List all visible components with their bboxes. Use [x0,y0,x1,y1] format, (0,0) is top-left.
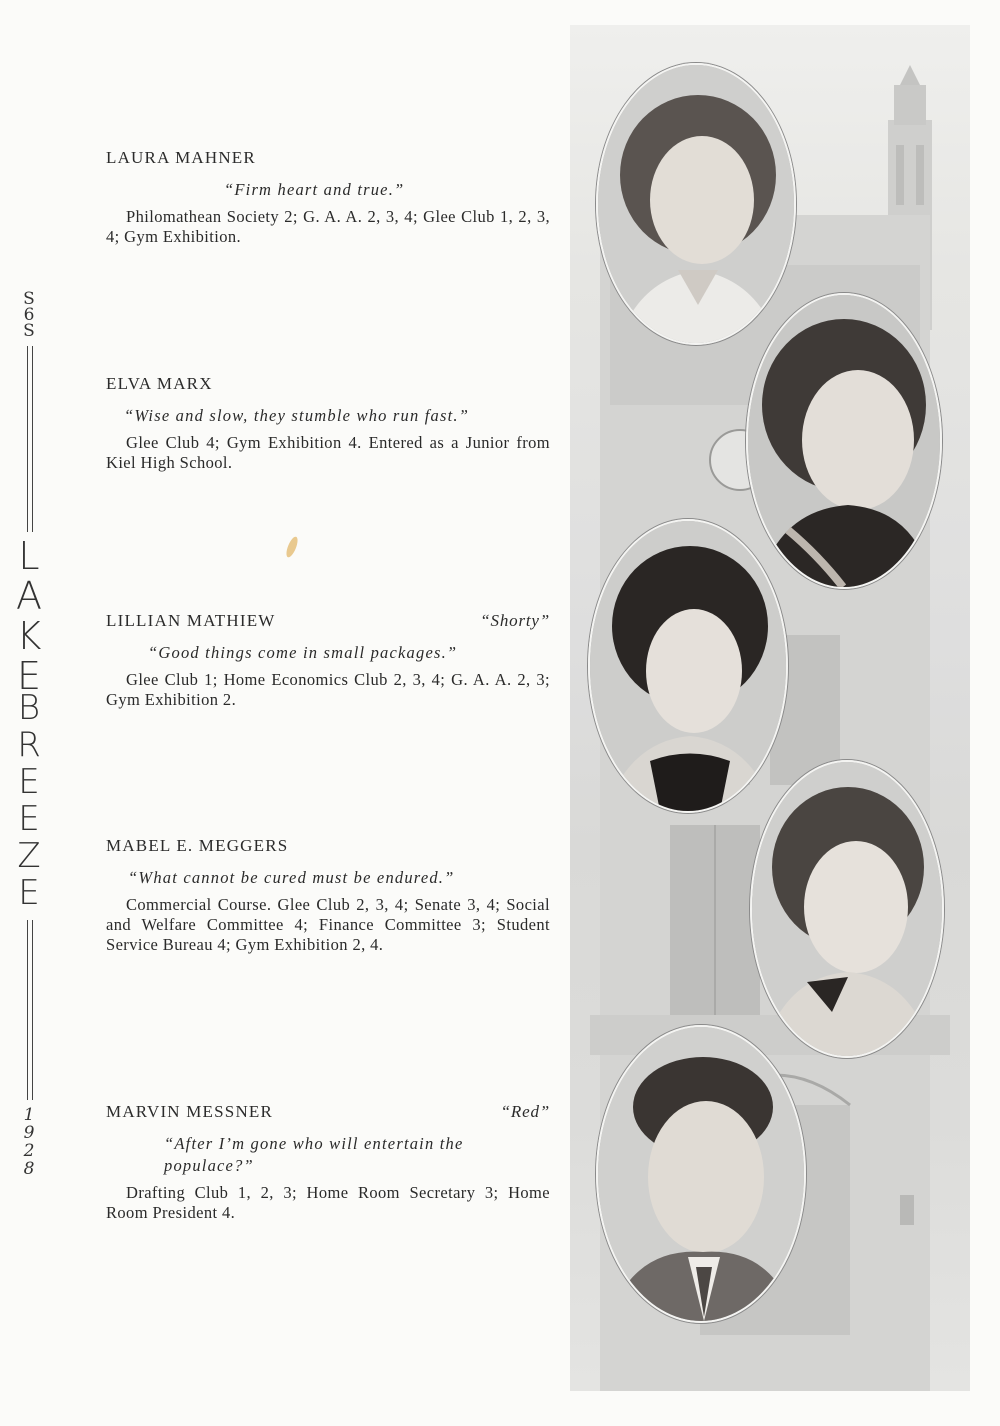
title-letter: R [17,725,41,765]
year-digit: 9 [23,1123,35,1143]
student-motto: “After I’m gone who will entertain the populace?” [164,1134,464,1175]
year-digit: 1 [23,1105,35,1125]
title-letter: K [16,614,42,658]
student-entry-mabel-meggers [106,836,550,955]
photo-panel [570,25,970,1391]
title-letter: E [16,654,41,698]
student-name: LAURA MAHNER [106,148,256,167]
student-motto: “Good things come in small packages.” [148,643,458,662]
student-name: MARVIN MESSNER [106,1102,274,1121]
student-entry-laura-mahner [106,148,550,247]
margin-title-word-1 [14,536,44,696]
student-motto: “What cannot be cured must be endured.” [128,868,455,887]
student-activities: Glee Club 4; Gym Exhibition 4. Entered as a Junior from Kiel High School. [106,433,550,472]
portrait-illustration [598,1027,804,1321]
year-digit: 8 [23,1159,35,1179]
student-name: MABEL E. MEGGERS [106,836,289,855]
margin-rule-top [27,346,33,532]
student-entry-lillian-mathiew [106,611,550,710]
portrait-illustration [748,295,940,587]
student-entry-elva-marx [106,374,550,473]
name-row [106,1102,550,1122]
name-row [106,148,550,168]
title-letter: E [18,873,40,913]
margin-title-word-2 [14,690,44,912]
title-letter: A [16,574,42,618]
title-letter: Z [17,836,41,876]
title-letter: L [18,534,40,578]
name-row [106,374,550,394]
title-letter: B [17,688,41,728]
margin-top-mark: S [23,289,35,309]
name-row [106,836,550,856]
student-motto: “Wise and slow, they stumble who run fast.” [124,406,470,425]
margin-bottom-mark: S [23,321,35,341]
margin-decoration [14,290,44,1190]
portrait-marvin-messner [596,1025,806,1323]
name-row [106,611,550,631]
portrait-lillian-mathiew [588,519,788,813]
student-name: ELVA MARX [106,374,213,393]
portrait-illustration [752,762,942,1056]
paper-stain [284,535,300,558]
margin-rule-bottom [27,920,33,1100]
student-activities: Commercial Course. Glee Club 2, 3, 4; Senate 3, 4; Social and Welfare Committee 4; Finance Committee 3; Student Service Bureau 4; Gym Exhibition 2, 4. [106,895,550,954]
student-name: LILLIAN MATHIEW [106,611,276,630]
portrait-laura-mahner [596,63,796,345]
student-activities: Drafting Club 1, 2, 3; Home Room Secretary 3; Home Room President 4. [106,1183,550,1222]
title-letter: E [18,762,40,802]
student-entry-marvin-messner [106,1102,550,1223]
portrait-elva-marx [746,293,942,589]
margin-mid-mark: 6 [23,305,35,325]
student-activities: Glee Club 1; Home Economics Club 2, 3, 4; G. A. A. 2, 3; Gym Exhibition 2. [106,670,550,709]
student-activities: Philomathean Society 2; G. A. A. 2, 3, 4; Glee Club 1, 2, 3, 4; Gym Exhibition. [106,207,550,246]
portrait-illustration [590,521,786,811]
student-nickname: “Red” [500,1102,550,1121]
portrait-illustration [598,65,794,343]
title-letter: E [18,799,40,839]
year-digit: 2 [23,1141,35,1161]
student-motto: “Firm heart and true.” [224,180,405,199]
student-nickname: “Shorty” [480,611,550,630]
portrait-mabel-meggers [750,760,944,1058]
